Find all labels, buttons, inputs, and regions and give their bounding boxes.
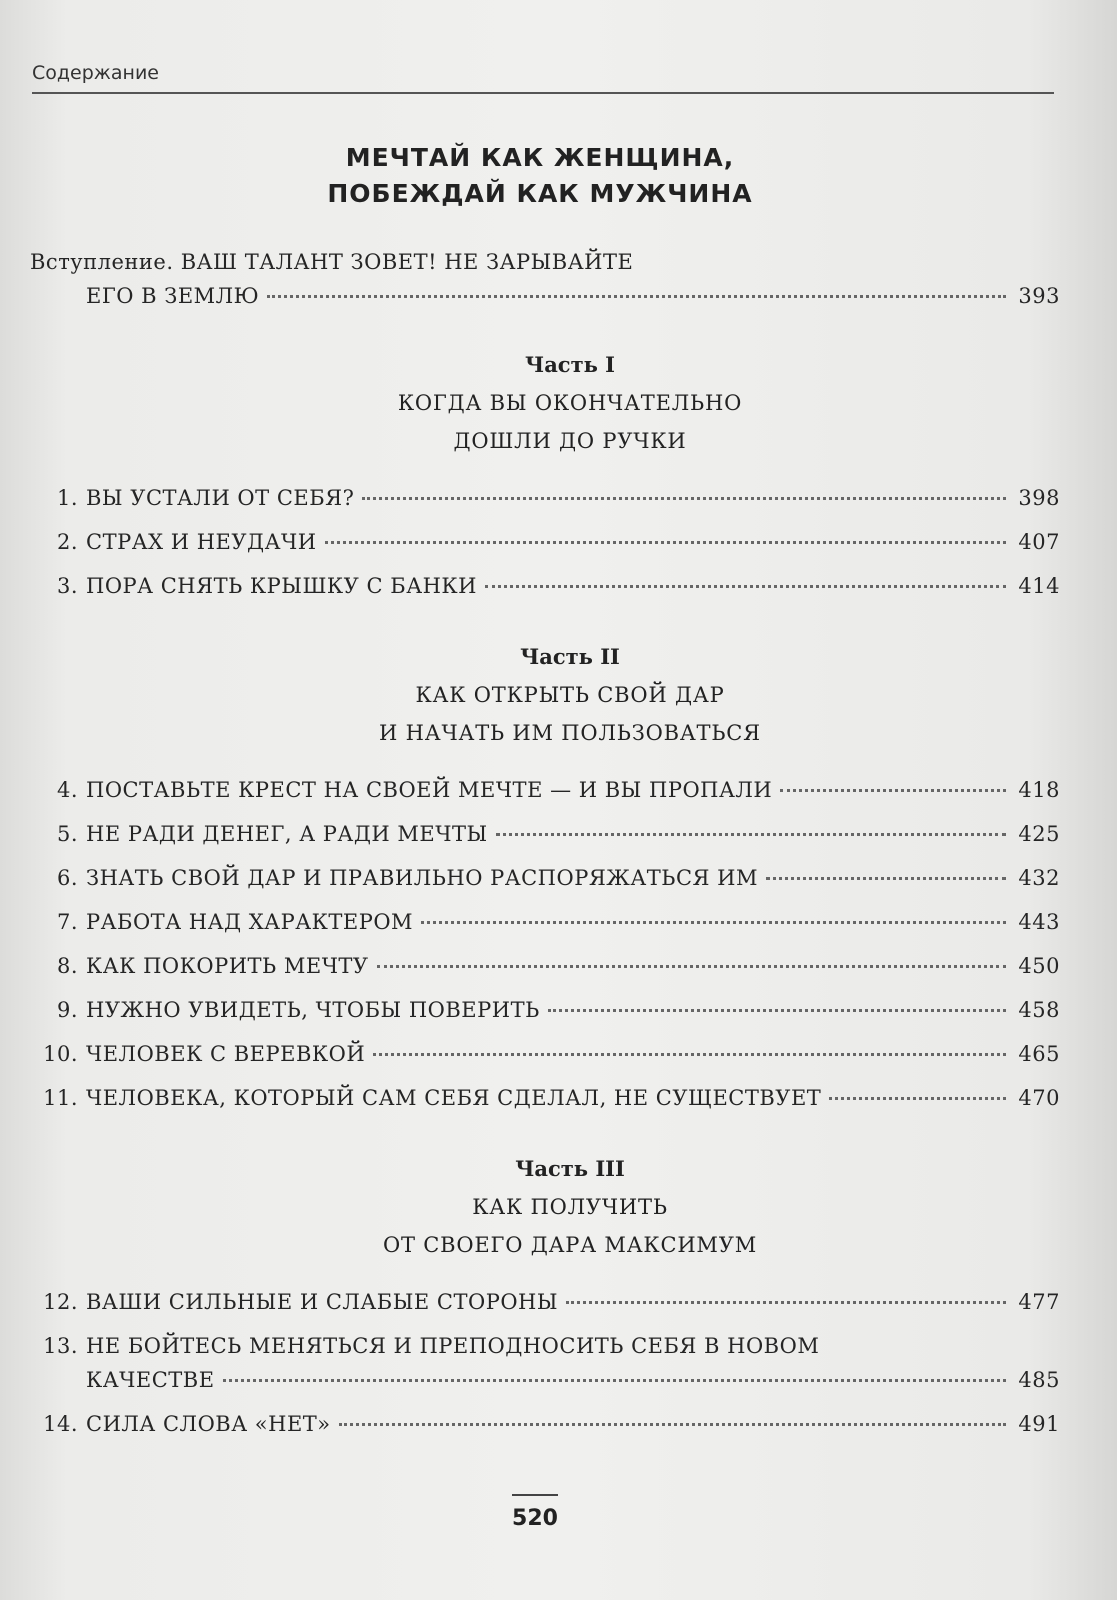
book-title-line: ПОБЕЖДАЙ КАК МУЖЧИНА xyxy=(327,179,753,208)
toc-line xyxy=(86,1412,1060,1436)
toc-line xyxy=(86,574,1060,598)
dot-leader xyxy=(339,1423,1006,1426)
dot-leader xyxy=(496,833,1006,836)
page-number: 458 xyxy=(1018,998,1060,1022)
dot-leader xyxy=(485,585,1006,588)
intro-title: ВАШ ТАЛАНТ ЗОВЕТ! НЕ ЗАРЫВАЙТЕ xyxy=(180,250,634,274)
chapter-number: 12. xyxy=(43,1290,78,1314)
dot-leader xyxy=(325,541,1006,544)
page-number: 465 xyxy=(1018,1042,1060,1066)
chapter-title: РАБОТА НАД ХАРАКТЕРОМ xyxy=(86,910,414,934)
dot-leader xyxy=(373,1053,1006,1056)
chapter-number: 6. xyxy=(56,866,78,890)
chapter-title: ЧЕЛОВЕК С ВЕРЕВКОЙ xyxy=(86,1042,366,1066)
part-number: Часть I xyxy=(525,352,615,377)
chapter-number: 14. xyxy=(43,1412,78,1436)
intro-label: Вступление. xyxy=(30,250,174,274)
part-title-line: КОГДА ВЫ ОКОНЧАТЕЛЬНО xyxy=(397,391,743,415)
part-title-line: КАК ОТКРЫТЬ СВОЙ ДАР xyxy=(415,683,725,707)
part-title-line: ОТ СВОЕГО ДАРА МАКСИМУМ xyxy=(382,1233,758,1257)
toc-line xyxy=(86,486,1060,510)
chapter-number: 13. xyxy=(43,1334,78,1358)
page-number: 407 xyxy=(1018,530,1060,554)
part-title-line: ДОШЛИ ДО РУЧКИ xyxy=(453,429,687,453)
chapter-title: ВАШИ СИЛЬНЫЕ И СЛАБЫЕ СТОРОНЫ xyxy=(86,1290,559,1314)
dot-leader xyxy=(362,497,1006,500)
dot-leader xyxy=(566,1301,1006,1304)
chapter-number: 10. xyxy=(43,1042,78,1066)
toc-line xyxy=(30,250,1060,274)
chapter-title: ЗНАТЬ СВОЙ ДАР И ПРАВИЛЬНО РАСПОРЯЖАТЬСЯ ИМ xyxy=(86,866,758,890)
page-number: 485 xyxy=(1018,1368,1060,1392)
toc-line xyxy=(86,866,1060,890)
toc-line xyxy=(86,910,1060,934)
page-number: 443 xyxy=(1018,910,1060,934)
part-heading xyxy=(30,346,1110,460)
toc-line xyxy=(86,1334,1060,1358)
chapter-number: 4. xyxy=(56,778,78,802)
page-number: 432 xyxy=(1018,866,1060,890)
page-number: 477 xyxy=(1018,1290,1060,1314)
page-number: 414 xyxy=(1018,574,1060,598)
part-title-line: КАК ПОЛУЧИТЬ xyxy=(472,1195,668,1219)
chapter-number: 1. xyxy=(56,486,78,510)
page-number: 398 xyxy=(1018,486,1060,510)
intro-title-cont: ЕГО В ЗЕМЛЮ xyxy=(86,284,260,308)
toc-line xyxy=(86,822,1060,846)
part-heading xyxy=(30,1150,1110,1264)
toc-line xyxy=(86,284,1060,308)
part-number: Часть III xyxy=(515,1156,625,1181)
chapter-title: СИЛА СЛОВА «НЕТ» xyxy=(86,1412,331,1436)
running-head: Содержание xyxy=(32,62,159,84)
chapter-number: 8. xyxy=(56,954,78,978)
chapter-number: 3. xyxy=(56,574,78,598)
chapter-title: СТРАХ И НЕУДАЧИ xyxy=(86,530,317,554)
dot-leader xyxy=(267,295,1006,298)
toc-line xyxy=(86,1290,1060,1314)
page-number: 491 xyxy=(1018,1412,1060,1436)
page-number: 450 xyxy=(1018,954,1060,978)
chapter-title: НУЖНО УВИДЕТЬ, ЧТОБЫ ПОВЕРИТЬ xyxy=(86,998,540,1022)
dot-leader xyxy=(766,877,1006,880)
toc-line xyxy=(86,998,1060,1022)
toc-line xyxy=(86,954,1060,978)
chapter-number: 9. xyxy=(56,998,78,1022)
chapter-title: КАК ПОКОРИТЬ МЕЧТУ xyxy=(86,954,369,978)
dot-leader xyxy=(829,1097,1006,1100)
page-number: 393 xyxy=(1018,284,1060,308)
dot-leader xyxy=(548,1009,1006,1012)
folio-rule xyxy=(512,1494,558,1496)
toc-line xyxy=(86,1368,1060,1392)
page-number: 425 xyxy=(1018,822,1060,846)
page-number: 418 xyxy=(1018,778,1060,802)
chapter-title-cont: КАЧЕСТВЕ xyxy=(86,1368,215,1392)
book-title xyxy=(0,140,1080,212)
chapter-number: 7. xyxy=(56,910,78,934)
dot-leader xyxy=(377,965,1006,968)
part-number: Часть II xyxy=(520,644,620,669)
chapter-title: НЕ БОЙТЕСЬ МЕНЯТЬСЯ И ПРЕПОДНОСИТЬ СЕБЯ В НОВОМ xyxy=(86,1334,820,1358)
toc-line xyxy=(86,530,1060,554)
part-heading xyxy=(30,638,1110,752)
part-title-line: И НАЧАТЬ ИМ ПОЛЬЗОВАТЬСЯ xyxy=(379,721,761,745)
chapter-number: 5. xyxy=(56,822,78,846)
page-number: 470 xyxy=(1018,1086,1060,1110)
page-folio: 520 xyxy=(512,1506,558,1531)
chapter-title: ЧЕЛОВЕКА, КОТОРЫЙ САМ СЕБЯ СДЕЛАЛ, НЕ СУЩЕСТВУЕТ xyxy=(86,1086,822,1110)
chapter-title: ВЫ УСТАЛИ ОТ СЕБЯ? xyxy=(86,486,355,510)
toc-line xyxy=(86,778,1060,802)
dot-leader xyxy=(780,789,1006,792)
chapter-title: НЕ РАДИ ДЕНЕГ, А РАДИ МЕЧТЫ xyxy=(86,822,488,846)
chapter-number: 11. xyxy=(43,1086,78,1110)
chapter-title: ПОСТАВЬТЕ КРЕСТ НА СВОЕЙ МЕЧТЕ — И ВЫ ПРОПАЛИ xyxy=(86,778,773,802)
header-rule xyxy=(32,92,1054,94)
book-title-line: МЕЧТАЙ КАК ЖЕНЩИНА, xyxy=(345,143,735,172)
chapter-title: ПОРА СНЯТЬ КРЫШКУ С БАНКИ xyxy=(86,574,477,598)
dot-leader xyxy=(223,1379,1006,1382)
chapter-number: 2. xyxy=(56,530,78,554)
toc-line xyxy=(86,1042,1060,1066)
dot-leader xyxy=(421,921,1006,924)
toc-line xyxy=(86,1086,1060,1110)
